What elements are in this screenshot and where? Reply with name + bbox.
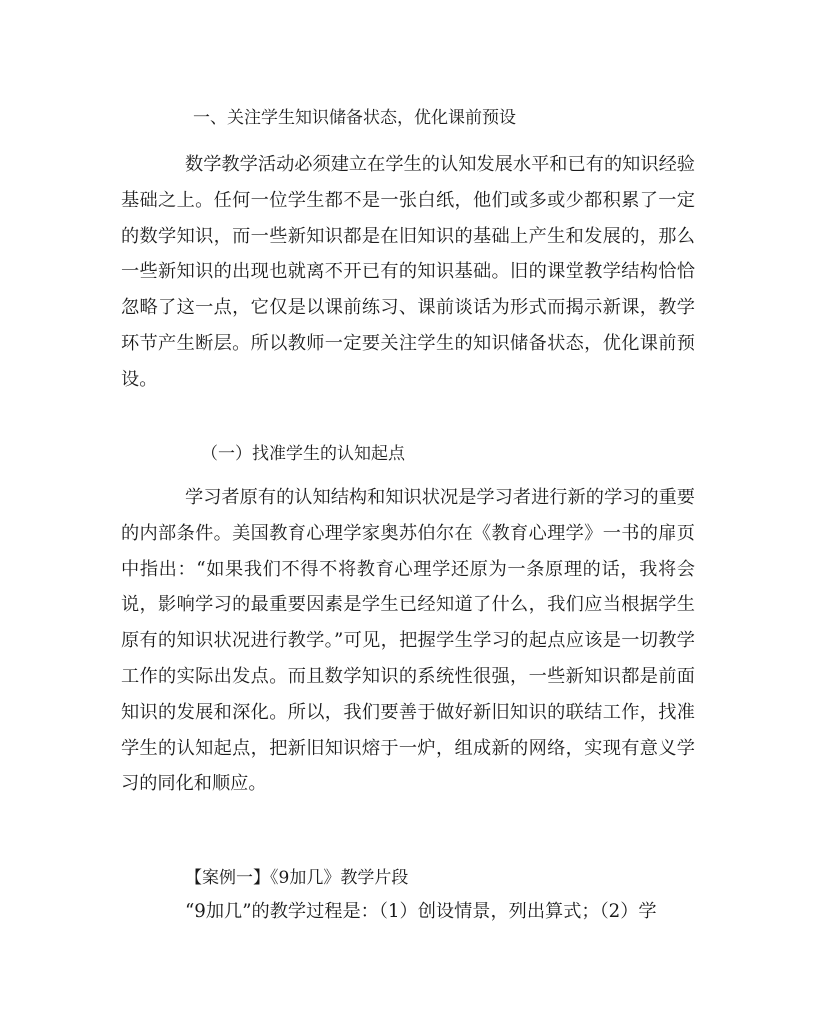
case-title: 【案例一】《9加几》教学片段 [185,868,409,888]
paragraph-case-process: “9加几”的教学过程是：（1）创设情景，列出算式；（2）学 [185,901,657,922]
section-heading: 一、关注学生知识储备状态，优化课前预设 [193,108,516,128]
paragraph-intro: 数学教学活动必须建立在学生的认知发展水平和已有的知识经验基础之上。任何一位学生都不是一张白纸，他们或多或少都积累了一定的数学知识，而一些新知识都是在旧知识的基础上产生和发展的，那么一些新知识的出现也就离不开已有的知识基础。旧的课堂教学结构恰恰忽略了这一点，它仅是以课前练习、课前谈话为形式而揭示新课，教学环节产生断层。所以教师一定要关注学生的知识储备状态，优化课前预设。 [121,154,695,390]
paragraph-cognitive-start: 学习者原有的认知结构和知识状况是学习者进行新的学习的重要的内部条件。美国教育心理学家奥苏伯尔在《教育心理学》一书的扉页中指出：“如果我们不得不将教育心理学还原为一条原理的话，我将会说，影响学习的最重要因素是学生已经知道了什么，我们应当根据学生原有的知识状况进行教学。”可见，把握学生学习的起点应该是一切教学工作的实际出发点。而且数学知识的系统性很强，一些新知识都是前面知识的发展和深化。所以，我们要善于做好新旧知识的联结工作，找准学生的认知起点，把新旧知识熔于一炉，组成新的网络，实现有意义学习的同化和顺应。 [121,487,695,795]
sub-heading-cognitive-start: （一）找准学生的认知起点 [201,444,405,464]
